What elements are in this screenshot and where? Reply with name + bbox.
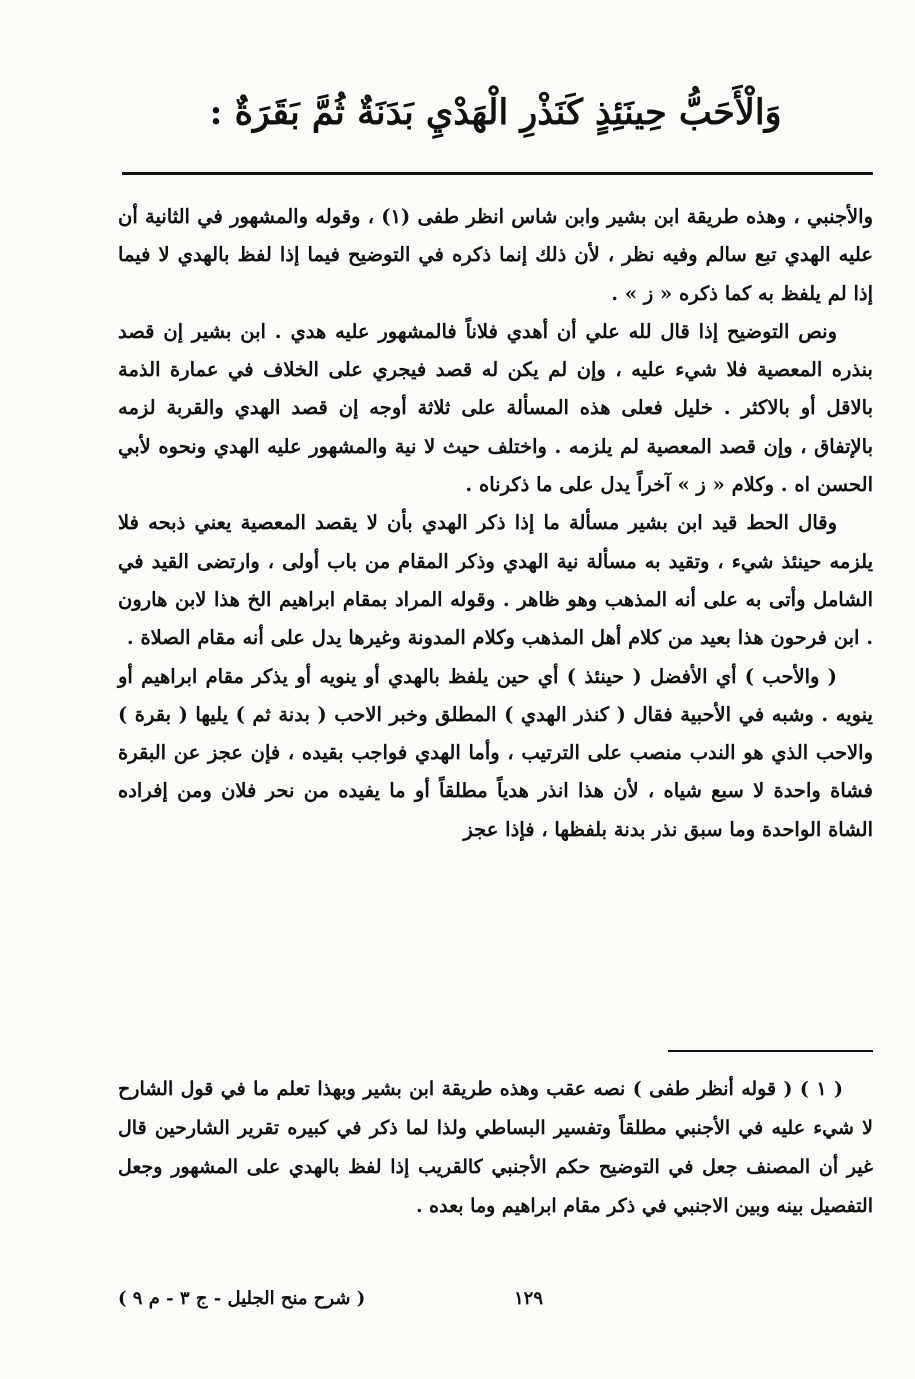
paragraph-2: ونص التوضيح إذا قال لله علي أن أهدي فلاناً فالمشهور عليه هدي . ابن بشير إن قصد بنذره المعصية فلا شيء عليه ، وإن لم يكن له قصد فيجري على الخلاف في عمارة الذمة بالاقل أو بالاكثر . خليل فعلى هذه المسألة على ثلاثة أوجه إن قصد الهدي والقربة لزمه بالإتفاق ، وإن قصد المعصية لم يلزمه . واختلف حيث لا نية والمشهور عليه الهدي ونحوه لأبي الحسن اه . وكلام « ز » آخراً يدل على ما ذكرناه . (118, 319, 873, 497)
footnote-divider (668, 1050, 873, 1052)
printer-signature: ( شرح منح الجليل - ج ٣ - م ٩ ) (118, 1288, 366, 1309)
paragraph-3: وقال الحط قيد ابن بشير مسألة ما إذا ذكر الهدي بأن لا يقصد المعصية يعني ذبحه فلا يلزمه حينئذ شيء ، وتقيد به مسألة نية الهدي وذكر المقام من باب أولى ، وارتضى القيد في الشامل وأتى به على أنه المذهب وهو ظاهر . وقوله المراد بمقام ابراهيم الخ هذا لابن هارون . ابن فرحون هذا بعيد من كلام أهل المذهب وكلام المدونة وغيرها يدل على أنه مقام الصلاة . (118, 511, 873, 650)
section-heading: وَالْأَحَبُّ حِينَئِذٍ كَنَذْرِ الْهَدْيِ بَدَنَةٌ ثُمَّ بَقَرَةٌ : (209, 92, 782, 133)
footnote (118, 1070, 873, 1226)
page-number: ١٢٩ (513, 1288, 543, 1309)
paragraph-1: والأجنبي ، وهذه طريقة ابن بشير وابن شاس انظر طفى (١) ، وقوله والمشهور في الثانية أن عليه الهدي تبع سالم وفيه نظر ، لأن ذلك إنما ذكره في التوضيح فيما إذا لفظ بالهدي لا فيما إذا لم يلفظ به كما ذكره « ز » . (118, 205, 874, 305)
heading-divider (122, 172, 873, 175)
main-text (118, 198, 873, 849)
footnote-text: ( ١ ) ( قوله أنظر طفى ) نصه عقب وهذه طريقة ابن بشير وبهذا تعلم ما في قول الشارح لا شيء عليه في الأجنبي مطلقاً وتفسير البساطي ولذا لما ذكر في كبيره تقرير الشارحين قال غير أن المصنف جعل في التوضيح حكم الأجنبي كالقريب إذا لفظ بالهدي على المشهور وجعل التفصيل بينه وبين الاجنبي في ذكر مقام ابراهيم وما بعده . (118, 1078, 873, 1217)
paragraph-4: ( والأحب ) أي الأفضل ( حينئذ ) أي حين يلفظ بالهدي أو ينويه أو يذكر مقام ابراهيم أو ينويه . وشبه في الأحبية فقال ( كنذر الهدي ) المطلق وخبر الاحب ( بدنة ثم ) يليها ( بقرة ) والاحب الذي هو الندب منصب على الترتيب ، وأما الهدي فواجب بقيده ، فإن عجز عن البقرة فشاة واحدة لا سبع شياه ، لأن هذا انذر هدياً مطلقاً أو ما يفيده من نحر فلان ومن إفراده الشاة الواحدة وما سبق نذر بدنة بلفظها ، فإذا عجز (118, 664, 873, 841)
